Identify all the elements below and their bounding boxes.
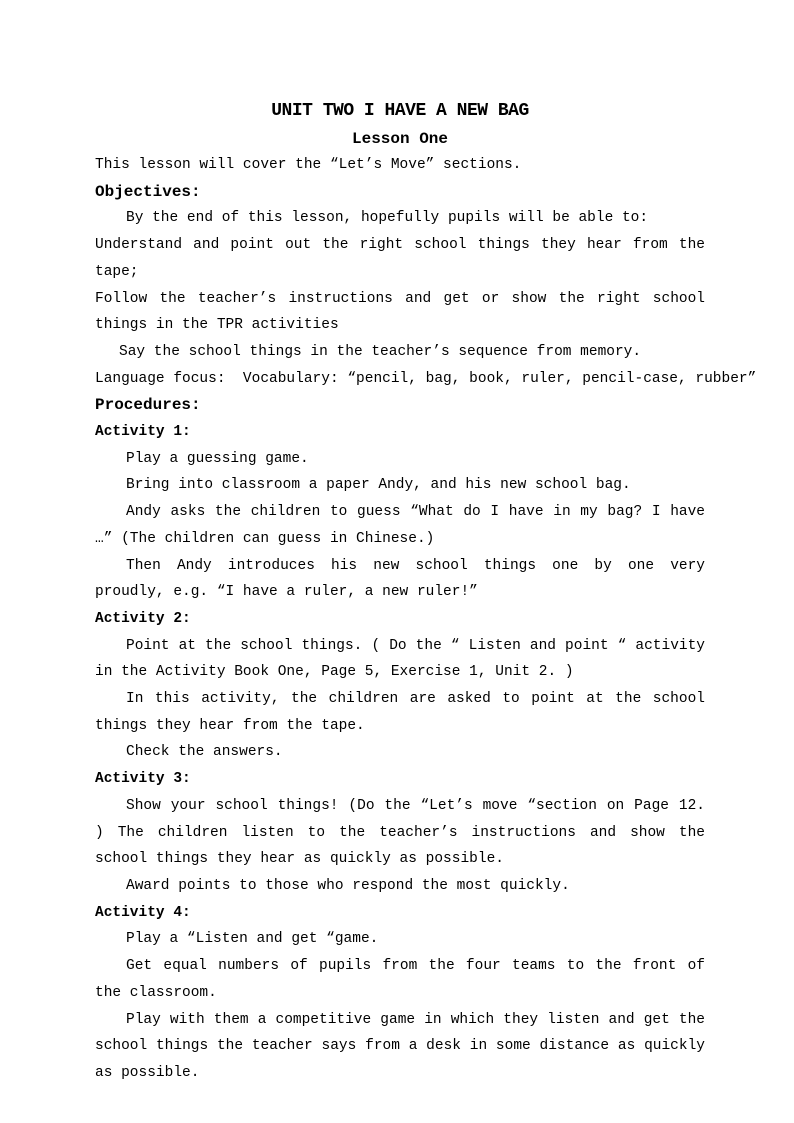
objective-item-3: Say the school things in the teacher’s sequence from memory. xyxy=(119,343,642,360)
activity-1-heading: Activity 1: xyxy=(95,424,191,441)
activity-3-paragraph: Show your school things! (Do the “Let’s move “section on Page 12. ) The children listen to the teacher’s instructions and show the school things they hear as quickly as possible. xyxy=(95,797,705,868)
activity-2-heading: Activity 2: xyxy=(95,610,191,627)
activity-1-paragraph: Andy asks the children to guess “What do I have in my bag? I have …” (The children can guess in Chinese.) xyxy=(95,504,705,547)
activity-1-paragraph: Bring into classroom a paper Andy, and his new school bag. xyxy=(126,477,631,494)
intro-text: This lesson will cover the “Let’s Move” sections. xyxy=(95,157,522,173)
activity-3-paragraph: Award points to those who respond the most quickly. xyxy=(126,877,570,894)
activity-2-paragraph: Check the answers. xyxy=(126,744,283,761)
objective-item-1: Understand and point out the right school things they hear from the tape; xyxy=(95,237,705,280)
activity-4-heading: Activity 4: xyxy=(95,904,191,921)
document-title: UNIT TWO I HAVE A NEW BAG xyxy=(271,101,529,121)
activity-1-paragraph: Then Andy introduces his new school things one by one very proudly, e.g. “I have a ruler, a new ruler!” xyxy=(95,557,705,601)
language-focus: Language focus: Vocabulary: “pencil, bag, book, ruler, pencil-case, rubber” xyxy=(95,370,757,387)
document-page xyxy=(95,96,757,1087)
activity-4-paragraph: Play with them a competitive game in which they listen and get the school things the teacher says from a desk in some distance as quickly as possible. xyxy=(95,1011,705,1081)
activity-3-heading: Activity 3: xyxy=(95,771,191,788)
activity-4-paragraph: Play a “Listen and get “game. xyxy=(126,931,379,948)
objective-item-2: Follow the teacher’s instructions and get or show the right school things in the TPR activities xyxy=(95,290,705,334)
activity-2-paragraph: Point at the school things. ( Do the “ Listen and point “ activity in the Activity Book One, Page 5, Exercise 1, Unit 2. ) xyxy=(95,637,705,681)
activity-2-paragraph: In this activity, the children are asked to point at the school things they hear from the tape. xyxy=(95,691,705,734)
objectives-heading: Objectives: xyxy=(95,182,201,201)
procedures-heading: Procedures: xyxy=(95,396,201,415)
objectives-lead: By the end of this lesson, hopefully pupils will be able to: xyxy=(126,210,649,227)
lesson-subtitle: Lesson One xyxy=(351,130,448,148)
activity-1-paragraph: Play a guessing game. xyxy=(126,450,309,467)
activity-4-paragraph: Get equal numbers of pupils from the four teams to the front of the classroom. xyxy=(95,958,705,1001)
